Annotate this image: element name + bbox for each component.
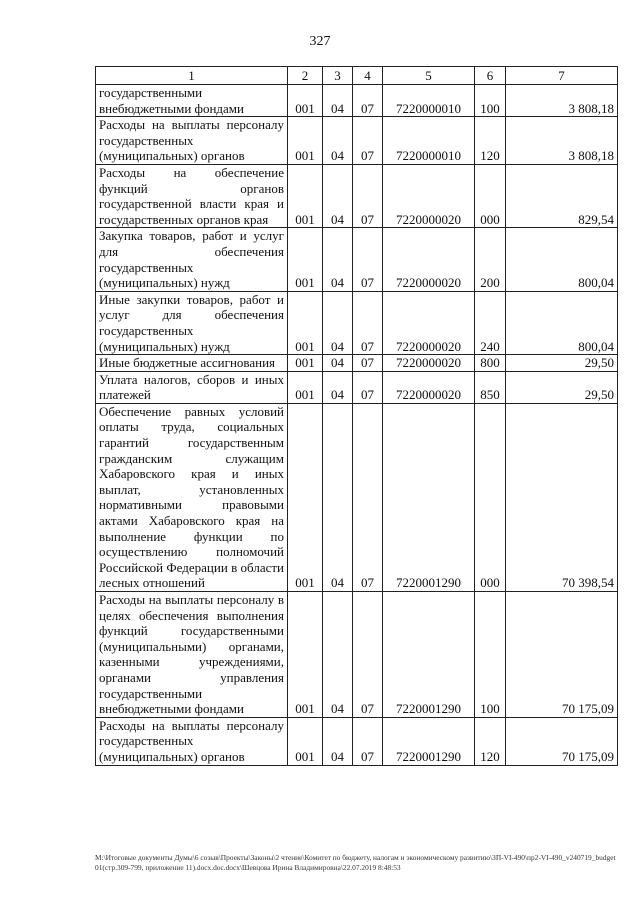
row-subsection: 07 bbox=[353, 403, 383, 591]
row-amount: 800,04 bbox=[506, 228, 618, 291]
row-section: 04 bbox=[323, 371, 353, 403]
row-target-article: 7220000020 bbox=[383, 228, 475, 291]
header-col-4: 4 bbox=[353, 67, 383, 85]
row-target-article: 7220000020 bbox=[383, 291, 475, 354]
row-admin-code: 001 bbox=[288, 291, 323, 354]
row-target-article: 7220000020 bbox=[383, 355, 475, 372]
row-expense-type: 000 bbox=[475, 403, 506, 591]
row-subsection: 07 bbox=[353, 717, 383, 765]
row-section: 04 bbox=[323, 355, 353, 372]
row-admin-code: 001 bbox=[288, 403, 323, 591]
row-admin-code: 001 bbox=[288, 228, 323, 291]
row-amount: 800,04 bbox=[506, 291, 618, 354]
row-subsection: 07 bbox=[353, 85, 383, 117]
row-expense-type: 100 bbox=[475, 85, 506, 117]
row-expense-type: 120 bbox=[475, 117, 506, 165]
row-expense-type: 100 bbox=[475, 592, 506, 718]
row-expense-type: 240 bbox=[475, 291, 506, 354]
row-subsection: 07 bbox=[353, 371, 383, 403]
row-name: Расходы на выплаты персоналу в целях обеспечения выполнения функций государственными (муниципальными) органами, казенными учреждениями, органами управления государственными внебюджетными фондами bbox=[96, 592, 288, 718]
table-row bbox=[96, 85, 618, 117]
row-section: 04 bbox=[323, 403, 353, 591]
row-expense-type: 800 bbox=[475, 355, 506, 372]
row-subsection: 07 bbox=[353, 291, 383, 354]
header-col-7: 7 bbox=[506, 67, 618, 85]
row-admin-code: 001 bbox=[288, 592, 323, 718]
table-row bbox=[96, 164, 618, 227]
row-amount: 3 808,18 bbox=[506, 117, 618, 165]
table-row bbox=[96, 117, 618, 165]
row-name: Уплата налогов, сборов и иных платежей bbox=[96, 371, 288, 403]
row-section: 04 bbox=[323, 85, 353, 117]
table-header-row bbox=[96, 67, 618, 85]
row-subsection: 07 bbox=[353, 592, 383, 718]
header-col-1: 1 bbox=[96, 67, 288, 85]
row-amount: 70 398,54 bbox=[506, 403, 618, 591]
page-number: 327 bbox=[309, 34, 331, 49]
row-admin-code: 001 bbox=[288, 355, 323, 372]
header-col-3: 3 bbox=[323, 67, 353, 85]
row-subsection: 07 bbox=[353, 228, 383, 291]
table-row bbox=[96, 717, 618, 765]
table-row bbox=[96, 403, 618, 591]
row-target-article: 7220000010 bbox=[383, 85, 475, 117]
row-target-article: 7220000020 bbox=[383, 371, 475, 403]
row-expense-type: 000 bbox=[475, 164, 506, 227]
row-expense-type: 200 bbox=[475, 228, 506, 291]
row-admin-code: 001 bbox=[288, 717, 323, 765]
row-target-article: 7220000010 bbox=[383, 117, 475, 165]
row-amount: 829,54 bbox=[506, 164, 618, 227]
row-target-article: 7220000020 bbox=[383, 164, 475, 227]
row-amount: 29,50 bbox=[506, 355, 618, 372]
row-amount: 70 175,09 bbox=[506, 592, 618, 718]
row-target-article: 7220001290 bbox=[383, 717, 475, 765]
header-col-5: 5 bbox=[383, 67, 475, 85]
header-col-6: 6 bbox=[475, 67, 506, 85]
row-section: 04 bbox=[323, 592, 353, 718]
budget-table bbox=[95, 66, 618, 766]
row-section: 04 bbox=[323, 117, 353, 165]
row-subsection: 07 bbox=[353, 117, 383, 165]
row-name: Расходы на выплаты персоналу государственных (муниципальных) органов bbox=[96, 717, 288, 765]
table-row bbox=[96, 291, 618, 354]
table-body bbox=[96, 85, 618, 766]
row-amount: 3 808,18 bbox=[506, 85, 618, 117]
row-admin-code: 001 bbox=[288, 117, 323, 165]
row-name: Обеспечение равных условий оплаты труда, социальных гарантий государственным гражданским служащим Хабаровского края и иных выплат, установленных нормативными правовыми актами Хабаровского края на выполнение функции по осуществлению полномочий Российской Федерации в области лесных отношений bbox=[96, 403, 288, 591]
table-row bbox=[96, 371, 618, 403]
row-amount: 70 175,09 bbox=[506, 717, 618, 765]
row-expense-type: 120 bbox=[475, 717, 506, 765]
row-name: Расходы на выплаты персоналу государственных (муниципальных) органов bbox=[96, 117, 288, 165]
row-subsection: 07 bbox=[353, 164, 383, 227]
row-target-article: 7220001290 bbox=[383, 592, 475, 718]
row-target-article: 7220001290 bbox=[383, 403, 475, 591]
table-row bbox=[96, 228, 618, 291]
row-amount: 29,50 bbox=[506, 371, 618, 403]
row-subsection: 07 bbox=[353, 355, 383, 372]
row-name: государственными внебюджетными фондами bbox=[96, 85, 288, 117]
row-admin-code: 001 bbox=[288, 164, 323, 227]
row-expense-type: 850 bbox=[475, 371, 506, 403]
row-name: Расходы на обеспечение функций органов государственной власти края и государственных органов края bbox=[96, 164, 288, 227]
header-col-2: 2 bbox=[288, 67, 323, 85]
row-admin-code: 001 bbox=[288, 371, 323, 403]
row-section: 04 bbox=[323, 717, 353, 765]
row-admin-code: 001 bbox=[288, 85, 323, 117]
table-row bbox=[96, 355, 618, 372]
row-section: 04 bbox=[323, 164, 353, 227]
row-name: Иные бюджетные ассигнования bbox=[96, 355, 288, 372]
row-section: 04 bbox=[323, 228, 353, 291]
row-name: Иные закупки товаров, работ и услуг для обеспечения государственных (муниципальных) нужд bbox=[96, 291, 288, 354]
row-name: Закупка товаров, работ и услуг для обеспечения государственных (муниципальных) нужд bbox=[96, 228, 288, 291]
table-row bbox=[96, 592, 618, 718]
row-section: 04 bbox=[323, 291, 353, 354]
document-footer-path: M:\Итоговые документы Думы\6 созыв\Проекты\Законы\2 чтение\Комитет по бюджету, налогам и экономическому развитию\ЗП-VI-490\пр2-VI-490_v240719_budget01(стр.309-799, приложение 11).docx.doc.docx\Шевцова Ирина Владимировна\22.07.2019 8:48:53 bbox=[95, 853, 616, 872]
